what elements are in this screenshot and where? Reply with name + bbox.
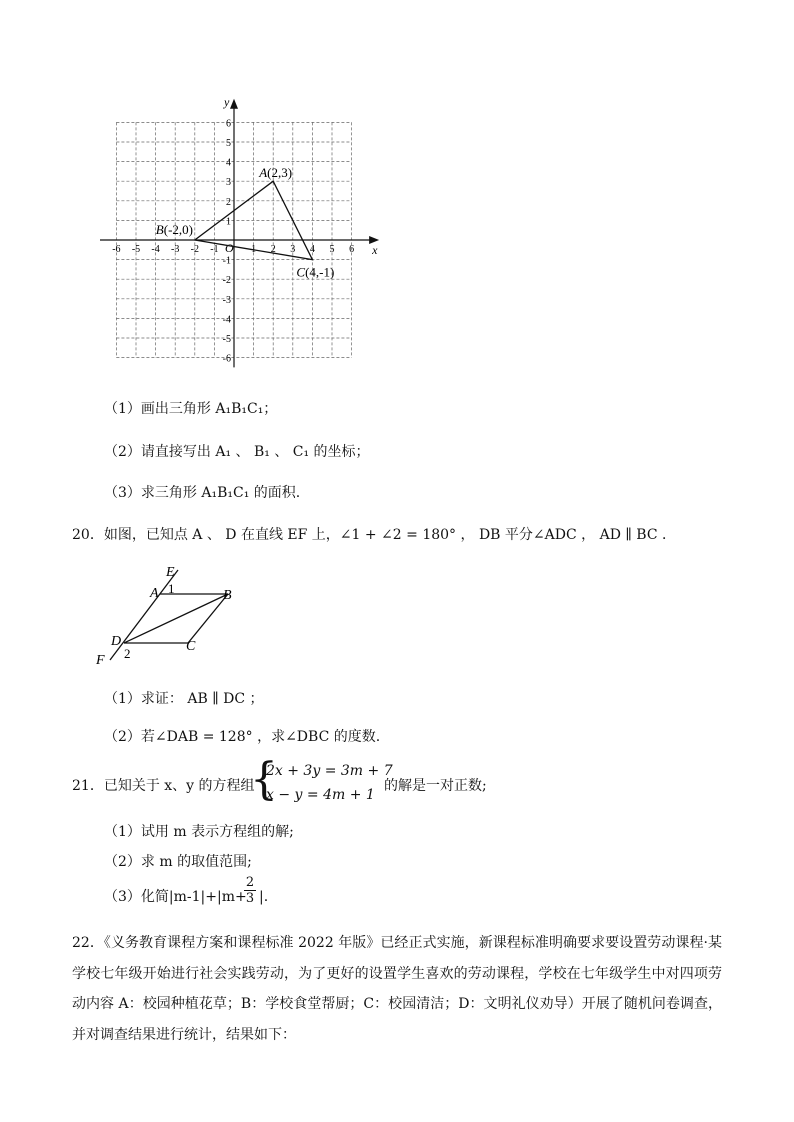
q21-part3-prefix: （3）化简|m-1|+|m+ (104, 889, 247, 905)
segment-bc (188, 594, 228, 643)
point-b-label: B(-2,0) (155, 222, 194, 237)
x-tick-label: -3 (171, 244, 180, 255)
y-tick-label: 4 (226, 157, 231, 169)
q20-stem: 20．如图，已知点 A 、 D 在直线 EF 上，∠1 + ∠2 = 180° ， DB 平分∠ADC ， AD ∥ BC ． (72, 527, 676, 543)
q20-part1: （1）求证： AB ∥ DC ； (104, 691, 264, 707)
q21-equation-2: x − y = 4m + 1 (266, 787, 375, 803)
q21-stem-suffix: 的解是一对正数; (384, 778, 487, 794)
x-tick-label: 4 (309, 244, 315, 255)
parallelogram-figure (90, 560, 250, 670)
q21-part3-suffix: |. (259, 889, 269, 905)
label-f: F (96, 653, 105, 668)
point-c-label: C(4,-1) (296, 264, 335, 280)
y-tick-label: -3 (222, 294, 231, 306)
x-tick-label: 1 (251, 244, 257, 255)
fraction-numerator: 2 (245, 875, 255, 890)
y-tick-label: 6 (226, 118, 231, 130)
y-tick-label: 2 (226, 196, 231, 208)
x-tick-label: 6 (349, 244, 355, 255)
label-c: C (186, 639, 196, 654)
q22-text: 22．《义务教育课程方案和课程标准 2022 年版》已经正式实施，新课程标准明确要求要设置劳动课程·某学校七年级开始进行社会实践劳动，为了更好的设置学生喜欢的劳动课程，学校在七年级学生中对四项劳动内容 A：校园种植花草；B：学校食堂帮厨；C：校园清洁；D：文明礼仪劝导）开展了随机问卷调查，并对调查结果进行统计，结果如下： (72, 935, 722, 1043)
system-brace: { (250, 754, 278, 805)
q21-stem-prefix: 21．已知关于 x、y 的方程组 (72, 778, 255, 794)
fraction (244, 875, 256, 906)
label-angle2: 2 (124, 646, 131, 661)
q19-part2: （2）请直接写出 A₁ 、 B₁ 、 C₁ 的坐标； (104, 444, 370, 460)
label-b: B (223, 588, 232, 603)
y-tick-label: -6 (222, 353, 231, 365)
coordinate-grid-figure (100, 95, 390, 375)
point-a-label: A(2,3) (259, 165, 293, 181)
label-e: E (166, 565, 175, 580)
q21-part2: （2）求 m 的取值范围; (104, 854, 252, 870)
x-tick-label: -2 (190, 244, 199, 255)
label-d: D (111, 634, 122, 649)
y-tick-label: -2 (222, 275, 231, 287)
x-axis-label: x (372, 243, 378, 257)
x-tick-label: -4 (151, 244, 160, 255)
y-axis-arrow (230, 99, 238, 109)
x-tick-label: 3 (290, 244, 296, 255)
q19-part1: （1）画出三角形 A₁B₁C₁； (104, 401, 278, 417)
x-tick-label: 5 (329, 244, 335, 255)
q21-part1: （1）试用 m 表示方程组的解; (104, 824, 294, 840)
y-axis-label: y (224, 95, 230, 109)
origin-label: O (225, 241, 234, 255)
y-tick-label: 3 (226, 177, 231, 189)
q19-part3: （3）求三角形 A₁B₁C₁ 的面积. (104, 485, 301, 501)
x-tick-label: 2 (270, 244, 276, 255)
x-tick-label: -5 (131, 244, 141, 255)
x-tick-label: -6 (112, 244, 121, 255)
fraction-denominator: 3 (245, 891, 255, 906)
label-a: A (150, 586, 159, 601)
label-angle1: 1 (168, 581, 175, 596)
y-tick-label: -4 (222, 314, 231, 326)
y-tick-label: -5 (222, 334, 231, 345)
q20-part2: （2）若∠DAB = 128° ，求∠DBC 的度数. (104, 729, 381, 745)
y-tick-label: 1 (226, 216, 231, 228)
x-tick-label: -1 (210, 244, 219, 255)
q21-equation-1: 2x + 3y = 3m + 7 (266, 763, 393, 779)
segment-db (124, 594, 228, 643)
y-tick-label: 5 (226, 138, 231, 149)
y-tick-label: -1 (222, 255, 231, 267)
